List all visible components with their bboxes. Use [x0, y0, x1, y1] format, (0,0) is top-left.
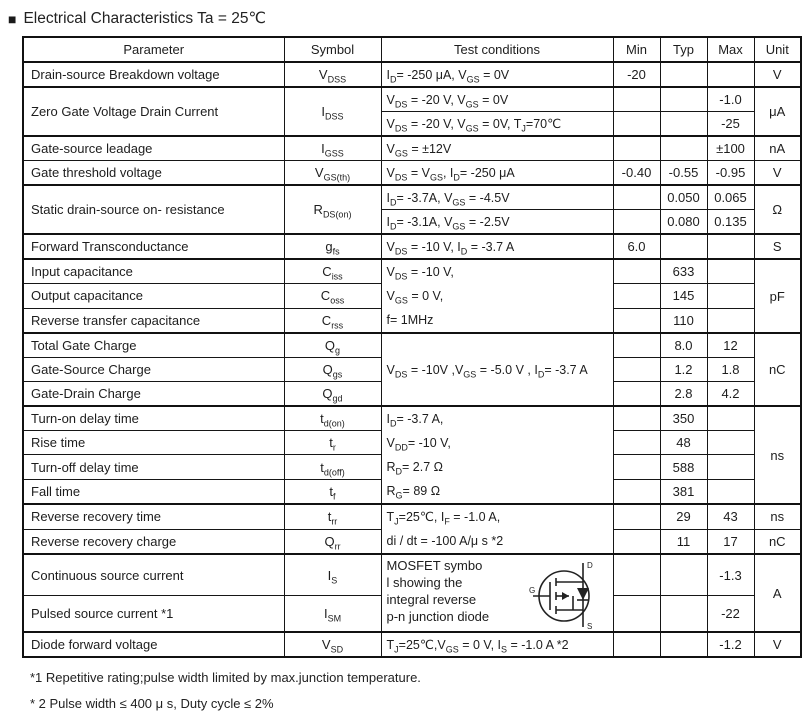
symbol-cell: $I_S$ — [284, 554, 381, 596]
footnote-2: * 2 Pulse width ≤ 400 μ s, Duty cycle ≤ 2% — [30, 696, 274, 711]
min-cell — [613, 479, 660, 504]
cond-cell: $I_D= -3.7A$, $V_{GS} = -4.5V$ — [381, 185, 613, 210]
param-cell: Turn-off delay time — [23, 455, 284, 479]
svg-text:D: D — [586, 561, 593, 570]
min-cell — [613, 504, 660, 529]
unit-cell: V — [754, 161, 801, 186]
unit-cell: V — [754, 632, 801, 657]
min-cell: 6.0 — [613, 234, 660, 259]
typ-cell — [660, 87, 707, 112]
svg-text:G: G — [528, 586, 535, 595]
cond-cell: $T_J=25℃,V_{GS} = 0$ V, $I_S = -1.0$ A *2 — [381, 632, 613, 657]
cond-line: $R_D= 2.7$ Ω — [386, 460, 443, 477]
min-cell — [613, 87, 660, 112]
table-row — [23, 554, 801, 596]
footnote-1: *1 Repetitive rating;pulse width limited by max.junction temperature. — [30, 670, 421, 685]
max-cell — [707, 455, 754, 479]
typ-cell: 588 — [660, 455, 707, 479]
param-cell: Gate-Drain Charge — [23, 382, 284, 407]
col-header-typ: Typ — [660, 37, 707, 62]
typ-cell — [660, 554, 707, 596]
max-cell — [707, 479, 754, 504]
typ-cell: -0.55 — [660, 161, 707, 186]
param-cell: Reverse recovery charge — [23, 529, 284, 554]
cond-cell — [381, 504, 613, 554]
typ-cell: 110 — [660, 308, 707, 333]
unit-cell: S — [754, 234, 801, 259]
square-bullet-icon: ■ — [8, 10, 17, 27]
col-header-min: Min — [613, 37, 660, 62]
max-cell — [707, 259, 754, 284]
symbol-cell: $C_{iss}$ — [284, 259, 381, 284]
cond-cell: $V_{DS} = -10V$ $,V_{GS} = -5.0$ V , $I_D= -3.7$ A — [381, 333, 613, 406]
symbol-cell: $Q_{gd}$ — [284, 382, 381, 407]
unit-cell: nC — [754, 529, 801, 554]
table-row — [23, 185, 801, 210]
symbol-cell: $t_{d(on)}$ — [284, 406, 381, 431]
table-row — [23, 234, 801, 259]
table-row — [23, 406, 801, 431]
typ-cell: 2.8 — [660, 382, 707, 407]
symbol-cell: $g_{fs}$ — [284, 234, 381, 259]
symbol-cell: $t_{rr}$ — [284, 504, 381, 529]
cond-cell: $V_{DS} = V_{GS}$, $I_D= -250$ μA — [381, 161, 613, 186]
symbol-cell: $Q_{gs}$ — [284, 358, 381, 382]
cond-line: $V_{GS} = 0$ V, — [386, 289, 444, 306]
table-row — [23, 136, 801, 161]
typ-cell: 145 — [660, 284, 707, 308]
min-cell — [613, 210, 660, 235]
max-cell: -25 — [707, 112, 754, 137]
max-cell: 43 — [707, 504, 754, 529]
typ-cell — [660, 234, 707, 259]
typ-cell — [660, 632, 707, 657]
table-row — [23, 504, 801, 529]
min-cell — [613, 185, 660, 210]
mosfet-symbol-icon — [529, 559, 603, 631]
symbol-cell: $V_{SD}$ — [284, 632, 381, 657]
table-row — [23, 333, 801, 358]
typ-cell — [660, 62, 707, 87]
min-cell — [613, 529, 660, 554]
param-cell: Static drain-source on- resistance — [23, 185, 284, 234]
max-cell: -22 — [707, 596, 754, 633]
max-cell — [707, 406, 754, 431]
max-cell: 17 — [707, 529, 754, 554]
cond-cell: $I_D= -250$ μA, $V_{GS} = 0V$ — [381, 62, 613, 87]
min-cell — [613, 259, 660, 284]
param-cell: Reverse transfer capacitance — [23, 308, 284, 333]
col-header-max: Max — [707, 37, 754, 62]
param-cell: Input capacitance — [23, 259, 284, 284]
table-row — [23, 87, 801, 112]
col-header-symbol: Symbol — [284, 37, 381, 62]
max-cell — [707, 284, 754, 308]
col-header-unit: Unit — [754, 37, 801, 62]
cond-cell: $V_{GS} = \pm 12V$ — [381, 136, 613, 161]
max-cell: -1.0 — [707, 87, 754, 112]
param-cell: Pulsed source current *1 — [23, 596, 284, 633]
svg-text:S: S — [586, 622, 592, 631]
param-cell: Reverse recovery time — [23, 504, 284, 529]
param-cell: Gate-source leadage — [23, 136, 284, 161]
param-cell: Drain-source Breakdown voltage — [23, 62, 284, 87]
symbol-cell: $I_{SM}$ — [284, 596, 381, 633]
table-row — [23, 632, 801, 657]
typ-cell: 633 — [660, 259, 707, 284]
min-cell — [613, 308, 660, 333]
typ-cell — [660, 112, 707, 137]
max-cell — [707, 234, 754, 259]
max-cell: 4.2 — [707, 382, 754, 407]
unit-cell: ns — [754, 406, 801, 504]
min-cell: -20 — [613, 62, 660, 87]
min-cell — [613, 632, 660, 657]
param-cell: Zero Gate Voltage Drain Current — [23, 87, 284, 136]
cond-cell — [381, 406, 613, 504]
param-cell: Total Gate Charge — [23, 333, 284, 358]
symbol-cell: $C_{oss}$ — [284, 284, 381, 308]
param-cell: Fall time — [23, 479, 284, 504]
param-cell: Gate threshold voltage — [23, 161, 284, 186]
max-cell — [707, 62, 754, 87]
min-cell — [613, 333, 660, 358]
symbol-cell: $C_{rss}$ — [284, 308, 381, 333]
param-cell: Turn-on delay time — [23, 406, 284, 431]
cond-cell: $V_{DS} = -20$ V, $V_{GS} = 0V$, $T_J=70℃$ — [381, 112, 613, 137]
max-cell — [707, 308, 754, 333]
table-header-row — [23, 37, 801, 62]
unit-cell: pF — [754, 259, 801, 333]
param-cell: Rise time — [23, 431, 284, 455]
typ-cell: 8.0 — [660, 333, 707, 358]
cond-cell: $V_{DS} = -20$ V, $V_{GS} = 0V$ — [381, 87, 613, 112]
page-title — [8, 9, 806, 28]
max-cell: 0.135 — [707, 210, 754, 235]
param-cell: Continuous source current — [23, 554, 284, 596]
cond-line: $V_{DS} = -10$ V, — [386, 265, 454, 282]
min-cell — [613, 431, 660, 455]
typ-cell — [660, 136, 707, 161]
col-header-test-conditions: Test conditions — [381, 37, 613, 62]
max-cell: -1.3 — [707, 554, 754, 596]
unit-cell: Ω — [754, 185, 801, 234]
typ-cell: 1.2 — [660, 358, 707, 382]
max-cell: -0.95 — [707, 161, 754, 186]
unit-cell: ns — [754, 504, 801, 529]
min-cell — [613, 382, 660, 407]
typ-cell: 29 — [660, 504, 707, 529]
symbol-cell: $V_{DSS}$ — [284, 62, 381, 87]
typ-cell: 350 — [660, 406, 707, 431]
max-cell: 0.065 — [707, 185, 754, 210]
symbol-cell: $I_{DSS}$ — [284, 87, 381, 136]
unit-cell: A — [754, 554, 801, 632]
cond-line: $T_J=25℃$, $I_F = -1.0$ A, — [386, 510, 501, 527]
page-title-text: Electrical Characteristics Ta = 25℃ — [23, 10, 266, 27]
symbol-cell: $V_{GS(th)}$ — [284, 161, 381, 186]
typ-cell: 11 — [660, 529, 707, 554]
typ-cell: 0.050 — [660, 185, 707, 210]
symbol-cell: $Q_{rr}$ — [284, 529, 381, 554]
min-cell — [613, 406, 660, 431]
min-cell — [613, 358, 660, 382]
typ-cell: 0.080 — [660, 210, 707, 235]
cond-cell: $I_D= -3.1A$, $V_{GS} = -2.5V$ — [381, 210, 613, 235]
max-cell — [707, 431, 754, 455]
min-cell — [613, 136, 660, 161]
param-cell: Gate-Source Charge — [23, 358, 284, 382]
min-cell — [613, 596, 660, 633]
typ-cell — [660, 596, 707, 633]
symbol-cell: $t_f$ — [284, 479, 381, 504]
electrical-characteristics-table — [22, 36, 802, 658]
cond-line: $I_D= -3.7$ A, — [386, 412, 444, 429]
cond-cell — [381, 554, 613, 632]
param-cell: Forward Transconductance — [23, 234, 284, 259]
param-cell: Diode forward voltage — [23, 632, 284, 657]
cond-line: $V_{DD}= -10$ V, — [386, 436, 451, 453]
table-row — [23, 161, 801, 186]
symbol-cell: $I_{GSS}$ — [284, 136, 381, 161]
cond-cell: $V_{DS} = -10$ V, $I_D = -3.7$ A — [381, 234, 613, 259]
symbol-cell: $R_{DS(on)}$ — [284, 185, 381, 234]
param-cell: Output capacitance — [23, 284, 284, 308]
cond-line: f= 1MHz — [386, 313, 434, 327]
cond-line: $R_G= 89$ Ω — [386, 484, 441, 501]
col-header-parameter: Parameter — [23, 37, 284, 62]
unit-cell: μA — [754, 87, 801, 136]
cond-line: di / dt = -100 A/μ s *2 — [386, 534, 504, 548]
min-cell — [613, 455, 660, 479]
symbol-cell: $Q_g$ — [284, 333, 381, 358]
mosfet-note-text: MOSFET symbo l showing the integral reverse p-n junction diode — [386, 558, 490, 624]
unit-cell: V — [754, 62, 801, 87]
max-cell: ±100 — [707, 136, 754, 161]
min-cell: -0.40 — [613, 161, 660, 186]
min-cell — [613, 554, 660, 596]
typ-cell: 381 — [660, 479, 707, 504]
min-cell — [613, 284, 660, 308]
symbol-cell: $t_r$ — [284, 431, 381, 455]
max-cell: 12 — [707, 333, 754, 358]
unit-cell: nA — [754, 136, 801, 161]
cond-cell — [381, 259, 613, 333]
table-row — [23, 62, 801, 87]
table-row — [23, 259, 801, 284]
max-cell: -1.2 — [707, 632, 754, 657]
unit-cell: nC — [754, 333, 801, 406]
min-cell — [613, 112, 660, 137]
typ-cell: 48 — [660, 431, 707, 455]
symbol-cell: $t_{d(off)}$ — [284, 455, 381, 479]
max-cell: 1.8 — [707, 358, 754, 382]
footnotes — [30, 670, 806, 711]
